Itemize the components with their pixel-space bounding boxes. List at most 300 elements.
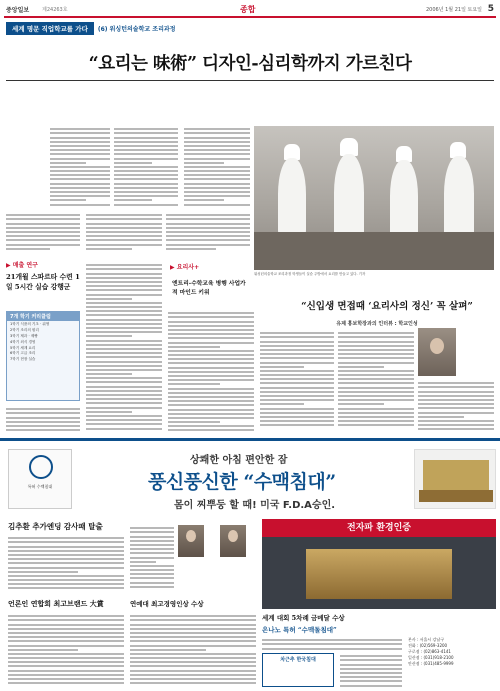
- text-line: [166, 218, 250, 220]
- text-line: [86, 340, 162, 342]
- headline-divider: [6, 80, 494, 81]
- text-line: [86, 289, 162, 291]
- text-line: [184, 204, 250, 206]
- text-line: [340, 668, 402, 670]
- text-line: [260, 374, 334, 376]
- text-line: [168, 388, 254, 390]
- text-line: [130, 670, 256, 672]
- text-line: [8, 657, 124, 659]
- text-line: [168, 362, 254, 364]
- text-line: [166, 223, 250, 225]
- ad-mid-text: [130, 613, 256, 687]
- paper-name: 중앙일보: [6, 7, 30, 14]
- text-line: [50, 162, 86, 164]
- text-line: [168, 346, 220, 348]
- text-line: [6, 227, 80, 229]
- list-item: 3학기 제과 · 제빵: [10, 333, 38, 338]
- text-line: [86, 310, 162, 312]
- text-line: [114, 158, 178, 160]
- article-column-12: [418, 380, 494, 432]
- text-line: [50, 137, 110, 139]
- text-line: [130, 577, 174, 579]
- text-line: [114, 170, 178, 172]
- text-line: [86, 390, 162, 392]
- text-line: [338, 362, 414, 364]
- text-line: [418, 395, 494, 397]
- article-column-10: [260, 330, 334, 430]
- bed-headboard: [423, 460, 489, 490]
- text-line: [50, 199, 86, 201]
- text-line: [50, 170, 110, 172]
- text-line: [418, 412, 494, 414]
- text-line: [338, 382, 414, 384]
- text-line: [114, 178, 178, 180]
- text-line: [50, 191, 110, 193]
- ad-person-2: [220, 525, 246, 557]
- text-line: [8, 661, 124, 663]
- text-line: [130, 636, 256, 638]
- text-line: [260, 353, 334, 355]
- interview-title: 21개월 스파르타 수련 1일 5시간 실습 강행군: [6, 273, 80, 291]
- text-line: [86, 223, 162, 225]
- quote-headline: “신입생 면접때 ‘요리사의 정신’ 꼭 살펴”: [301, 301, 473, 312]
- logo-text: 특허 수맥침대: [27, 484, 53, 489]
- text-line: [184, 178, 250, 180]
- text-line: [130, 536, 174, 538]
- text-line: [338, 391, 414, 393]
- text-line: [86, 285, 162, 287]
- text-line: [168, 404, 254, 406]
- text-line: [114, 183, 178, 185]
- text-line: [260, 424, 334, 426]
- text-line: [168, 316, 254, 318]
- text-line: [260, 332, 334, 334]
- text-line: [338, 387, 414, 389]
- ad-sub-line: 몸이 찌뿌둥 할 때! 미국 F.D.A승인.: [174, 500, 336, 511]
- ad-right-headline: 세계 대회 5차례 금메달 수상: [262, 614, 345, 622]
- text-line: [8, 558, 124, 560]
- text-line: [130, 665, 256, 667]
- article-column-5: [86, 212, 162, 252]
- panel-bed-image: [306, 549, 452, 599]
- text-line: [114, 191, 178, 193]
- text-line: [184, 183, 250, 185]
- text-line: [130, 674, 256, 676]
- ad-main-line: 풍신풍신한 “수맥침대”: [148, 471, 336, 493]
- text-line: [6, 214, 80, 216]
- text-line: [130, 561, 156, 563]
- text-line: [8, 587, 124, 589]
- text-line: [8, 571, 78, 573]
- text-line: [166, 239, 250, 241]
- page-header: [4, 4, 496, 18]
- text-line: [338, 408, 414, 410]
- text-line: [338, 341, 414, 343]
- text-line: [6, 218, 80, 220]
- ad-contact-list: [408, 637, 496, 667]
- text-line: [50, 166, 110, 168]
- ad-mid-headline: 연예대 최고경영인상 수상: [130, 600, 204, 608]
- text-line: [260, 341, 334, 343]
- text-line: [260, 378, 334, 380]
- text-line: [338, 370, 414, 372]
- kitchen-photo: [254, 126, 494, 270]
- text-line: [86, 423, 162, 425]
- text-line: [86, 277, 162, 279]
- text-line: [260, 408, 334, 410]
- text-line: [418, 399, 494, 401]
- text-line: [130, 624, 256, 626]
- text-line: [8, 541, 124, 543]
- text-line: [6, 417, 80, 419]
- contact-line: 전화 : (02)569-3200: [408, 643, 448, 648]
- text-line: [130, 678, 256, 680]
- text-line: [184, 170, 250, 172]
- text-line: [50, 141, 110, 143]
- text-line: [262, 639, 402, 641]
- text-line: [86, 273, 162, 275]
- text-line: [130, 661, 256, 663]
- text-line: [338, 345, 414, 347]
- text-line: [50, 187, 110, 189]
- text-line: [8, 645, 124, 647]
- text-line: [168, 429, 254, 431]
- text-line: [86, 369, 162, 371]
- text-line: [184, 149, 250, 151]
- text-line: [114, 195, 178, 197]
- text-line: [168, 400, 254, 402]
- text-line: [86, 394, 162, 396]
- text-line: [114, 199, 152, 201]
- text-line: [86, 428, 162, 430]
- text-line: [50, 174, 110, 176]
- text-line: [86, 306, 162, 308]
- text-line: [130, 653, 256, 655]
- text-line: [260, 362, 334, 364]
- text-line: [130, 582, 174, 584]
- text-line: [168, 325, 254, 327]
- text-line: [8, 640, 124, 642]
- text-line: [260, 391, 334, 393]
- text-line: [260, 349, 334, 351]
- text-line: [50, 132, 110, 134]
- text-line: [130, 645, 256, 647]
- text-line: [338, 399, 414, 401]
- text-line: [6, 239, 80, 241]
- text-line: [86, 352, 162, 354]
- ad-product-box: [262, 653, 334, 687]
- text-line: [130, 632, 256, 634]
- text-line: [340, 672, 402, 674]
- contact-line: 본사 : 서울시 강남구: [408, 637, 445, 642]
- text-line: [86, 377, 162, 379]
- text-line: [418, 420, 494, 422]
- ad-logo: [8, 449, 72, 509]
- text-line: [184, 153, 250, 155]
- text-line: [8, 562, 124, 564]
- text-line: [86, 244, 162, 246]
- ad-top-line: 상쾌한 아침 편안한 잠: [190, 455, 288, 466]
- text-line: [130, 586, 174, 588]
- text-line: [168, 392, 254, 394]
- text-line: [114, 153, 178, 155]
- photo-caption: 워싱턴의술학교 조리과정 학생들이 실습 주방에서 요리를 만들고 있다. 기자: [254, 272, 366, 276]
- text-line: [86, 327, 162, 329]
- advertisement: [0, 438, 500, 691]
- text-line: [86, 335, 132, 337]
- ad-person-1: [178, 525, 204, 557]
- text-line: [340, 655, 402, 657]
- ad-left-text: [8, 535, 124, 591]
- text-line: [168, 425, 254, 427]
- text-line: [86, 323, 162, 325]
- series-label: [6, 22, 175, 34]
- text-line: [86, 344, 162, 346]
- text-line: [130, 557, 174, 559]
- text-line: [8, 636, 124, 638]
- text-line: [338, 416, 414, 418]
- text-line: [86, 319, 162, 321]
- text-line: [168, 337, 254, 339]
- ad-left-headline: 김추환 추가엔딩 감사패 탈출: [8, 522, 103, 531]
- text-line: [260, 370, 334, 372]
- list-item: 4학기 외식 경영: [10, 339, 36, 344]
- text-line: [130, 527, 174, 529]
- text-line: [8, 665, 124, 667]
- text-line: [166, 248, 216, 250]
- text-line: [338, 336, 414, 338]
- text-line: [168, 342, 254, 344]
- ad-middle-text: [130, 525, 174, 591]
- text-line: [340, 664, 402, 666]
- text-line: [8, 567, 124, 569]
- text-line: [418, 416, 464, 418]
- text-line: [8, 628, 124, 630]
- text-line: [418, 386, 494, 388]
- text-line: [8, 579, 124, 581]
- text-line: [338, 378, 414, 380]
- text-line: [86, 411, 132, 413]
- ad-bottom-left-headline: 언론인 연합회 최고브랜드 大賞: [8, 599, 104, 608]
- chef-figure-4: [444, 156, 474, 240]
- text-line: [184, 128, 250, 130]
- issue-date: 2006년 1월 21일 토요일: [425, 7, 482, 13]
- text-line: [86, 235, 162, 237]
- text-line: [114, 204, 178, 206]
- text-line: [168, 413, 254, 415]
- text-line: [8, 632, 124, 634]
- text-line: [184, 162, 224, 164]
- text-line: [8, 678, 124, 680]
- text-line: [114, 141, 178, 143]
- text-line: [130, 531, 174, 533]
- text-line: [130, 615, 256, 617]
- text-line: [8, 653, 124, 655]
- text-line: [418, 407, 494, 409]
- qa-title: 엔트리-수학교육 병행 사업가적 마인드 키워: [172, 281, 246, 296]
- text-line: [8, 649, 78, 651]
- series-badge: 세계 명문 직업학교를 가다: [6, 22, 94, 35]
- interview-tag: ▶ 매출 연구: [6, 262, 38, 269]
- ad-bottom-right-headline: 은나노 특허 “수맥돌침대”: [262, 626, 337, 634]
- text-line: [130, 565, 174, 567]
- text-line: [260, 382, 334, 384]
- text-line: [184, 199, 224, 201]
- text-line: [184, 191, 250, 193]
- text-line: [6, 429, 80, 431]
- text-line: [168, 383, 220, 385]
- page-number: 5: [487, 4, 494, 14]
- text-line: [130, 640, 256, 642]
- interviewee-portrait: [418, 328, 456, 376]
- text-line: [50, 149, 110, 151]
- article-column-7: [86, 262, 162, 432]
- article-column-9: [168, 310, 254, 432]
- text-line: [338, 353, 414, 355]
- text-line: [168, 421, 220, 423]
- text-line: [184, 195, 250, 197]
- text-line: [130, 628, 256, 630]
- text-line: [184, 141, 250, 143]
- text-line: [114, 145, 178, 147]
- article-column-2: [114, 126, 178, 206]
- article-column-11: [338, 330, 414, 430]
- text-line: [6, 235, 80, 237]
- text-line: [8, 615, 124, 617]
- text-line: [184, 132, 250, 134]
- text-line: [184, 174, 250, 176]
- text-line: [130, 657, 256, 659]
- text-line: [86, 398, 162, 400]
- text-line: [50, 195, 110, 197]
- text-line: [50, 153, 110, 155]
- text-line: [8, 550, 124, 552]
- series-subtitle: (6) 워싱턴의술학교 조리과정: [97, 25, 176, 33]
- text-line: [168, 371, 254, 373]
- text-line: [8, 575, 124, 577]
- text-line: [184, 145, 250, 147]
- text-line: [114, 149, 178, 151]
- text-line: [86, 268, 162, 270]
- text-line: [86, 218, 162, 220]
- text-line: [260, 416, 334, 418]
- text-line: [6, 421, 80, 423]
- article-column-4: [6, 212, 80, 252]
- text-line: [166, 214, 250, 216]
- bed-mattress: [419, 490, 493, 502]
- text-line: [8, 682, 124, 684]
- text-line: [184, 187, 250, 189]
- text-line: [338, 332, 414, 334]
- text-line: [8, 624, 124, 626]
- text-line: [130, 548, 174, 550]
- text-line: [340, 676, 402, 678]
- contact-line: 일산점 : (031)918-2100: [408, 655, 454, 660]
- contact-line: 안산점 : (031)485-9999: [408, 661, 454, 666]
- text-line: [338, 366, 384, 368]
- text-line: [86, 402, 162, 404]
- text-line: [86, 231, 162, 233]
- edition-number: 제24263호: [42, 7, 68, 13]
- text-line: [130, 682, 256, 684]
- list-item: 1학기 식품의 기초 · 위생: [10, 322, 50, 327]
- text-line: [260, 387, 334, 389]
- text-line: [50, 128, 110, 130]
- text-line: [130, 552, 174, 554]
- text-line: [168, 367, 254, 369]
- text-line: [50, 204, 110, 206]
- text-line: [168, 396, 254, 398]
- logo-circle-icon: [29, 455, 53, 479]
- text-line: [86, 264, 162, 266]
- text-line: [168, 321, 254, 323]
- text-line: [168, 333, 254, 335]
- article-column-6: [166, 212, 250, 252]
- text-line: [86, 415, 162, 417]
- text-line: [418, 391, 494, 393]
- article-column-1: [50, 126, 110, 206]
- text-line: [130, 619, 256, 621]
- text-line: [114, 132, 178, 134]
- text-line: [260, 412, 334, 414]
- chef-figure-3: [390, 160, 418, 240]
- text-line: [262, 643, 402, 645]
- text-line: [8, 554, 124, 556]
- text-line: [338, 349, 414, 351]
- text-line: [340, 685, 402, 687]
- text-line: [6, 425, 80, 427]
- list-item: 2학기 조리의 원리: [10, 328, 39, 333]
- text-line: [418, 424, 494, 426]
- list-item: 6학기 고급 조리: [10, 351, 36, 356]
- text-line: [86, 356, 162, 358]
- main-headline: “요리는 味術” 디자인-심리학까지 가르친다: [88, 54, 412, 74]
- text-line: [260, 345, 334, 347]
- text-line: [8, 583, 124, 585]
- text-line: [8, 619, 124, 621]
- text-line: [168, 329, 254, 331]
- text-line: [166, 244, 250, 246]
- text-line: [86, 302, 162, 304]
- text-line: [166, 235, 250, 237]
- article-column-3: [184, 126, 250, 206]
- text-line: [338, 357, 414, 359]
- text-line: [86, 314, 162, 316]
- text-line: [168, 350, 254, 352]
- text-line: [50, 158, 110, 160]
- text-line: [338, 395, 414, 397]
- text-line: [86, 381, 162, 383]
- text-line: [50, 183, 110, 185]
- text-line: [50, 145, 110, 147]
- text-line: [418, 382, 494, 384]
- ad-bed-image: [414, 449, 496, 509]
- text-line: [86, 361, 162, 363]
- text-line: [168, 379, 254, 381]
- text-line: [260, 366, 304, 368]
- text-line: [86, 214, 162, 216]
- text-line: [168, 358, 254, 360]
- text-line: [338, 412, 414, 414]
- text-line: [260, 336, 334, 338]
- product-box-title: 차근추 한국침대: [280, 657, 316, 663]
- article-column-8: [6, 406, 80, 432]
- text-line: [86, 298, 132, 300]
- list-item: 7학기 현장 실습: [10, 357, 36, 362]
- text-line: [6, 408, 80, 410]
- text-line: [260, 399, 334, 401]
- text-line: [114, 162, 152, 164]
